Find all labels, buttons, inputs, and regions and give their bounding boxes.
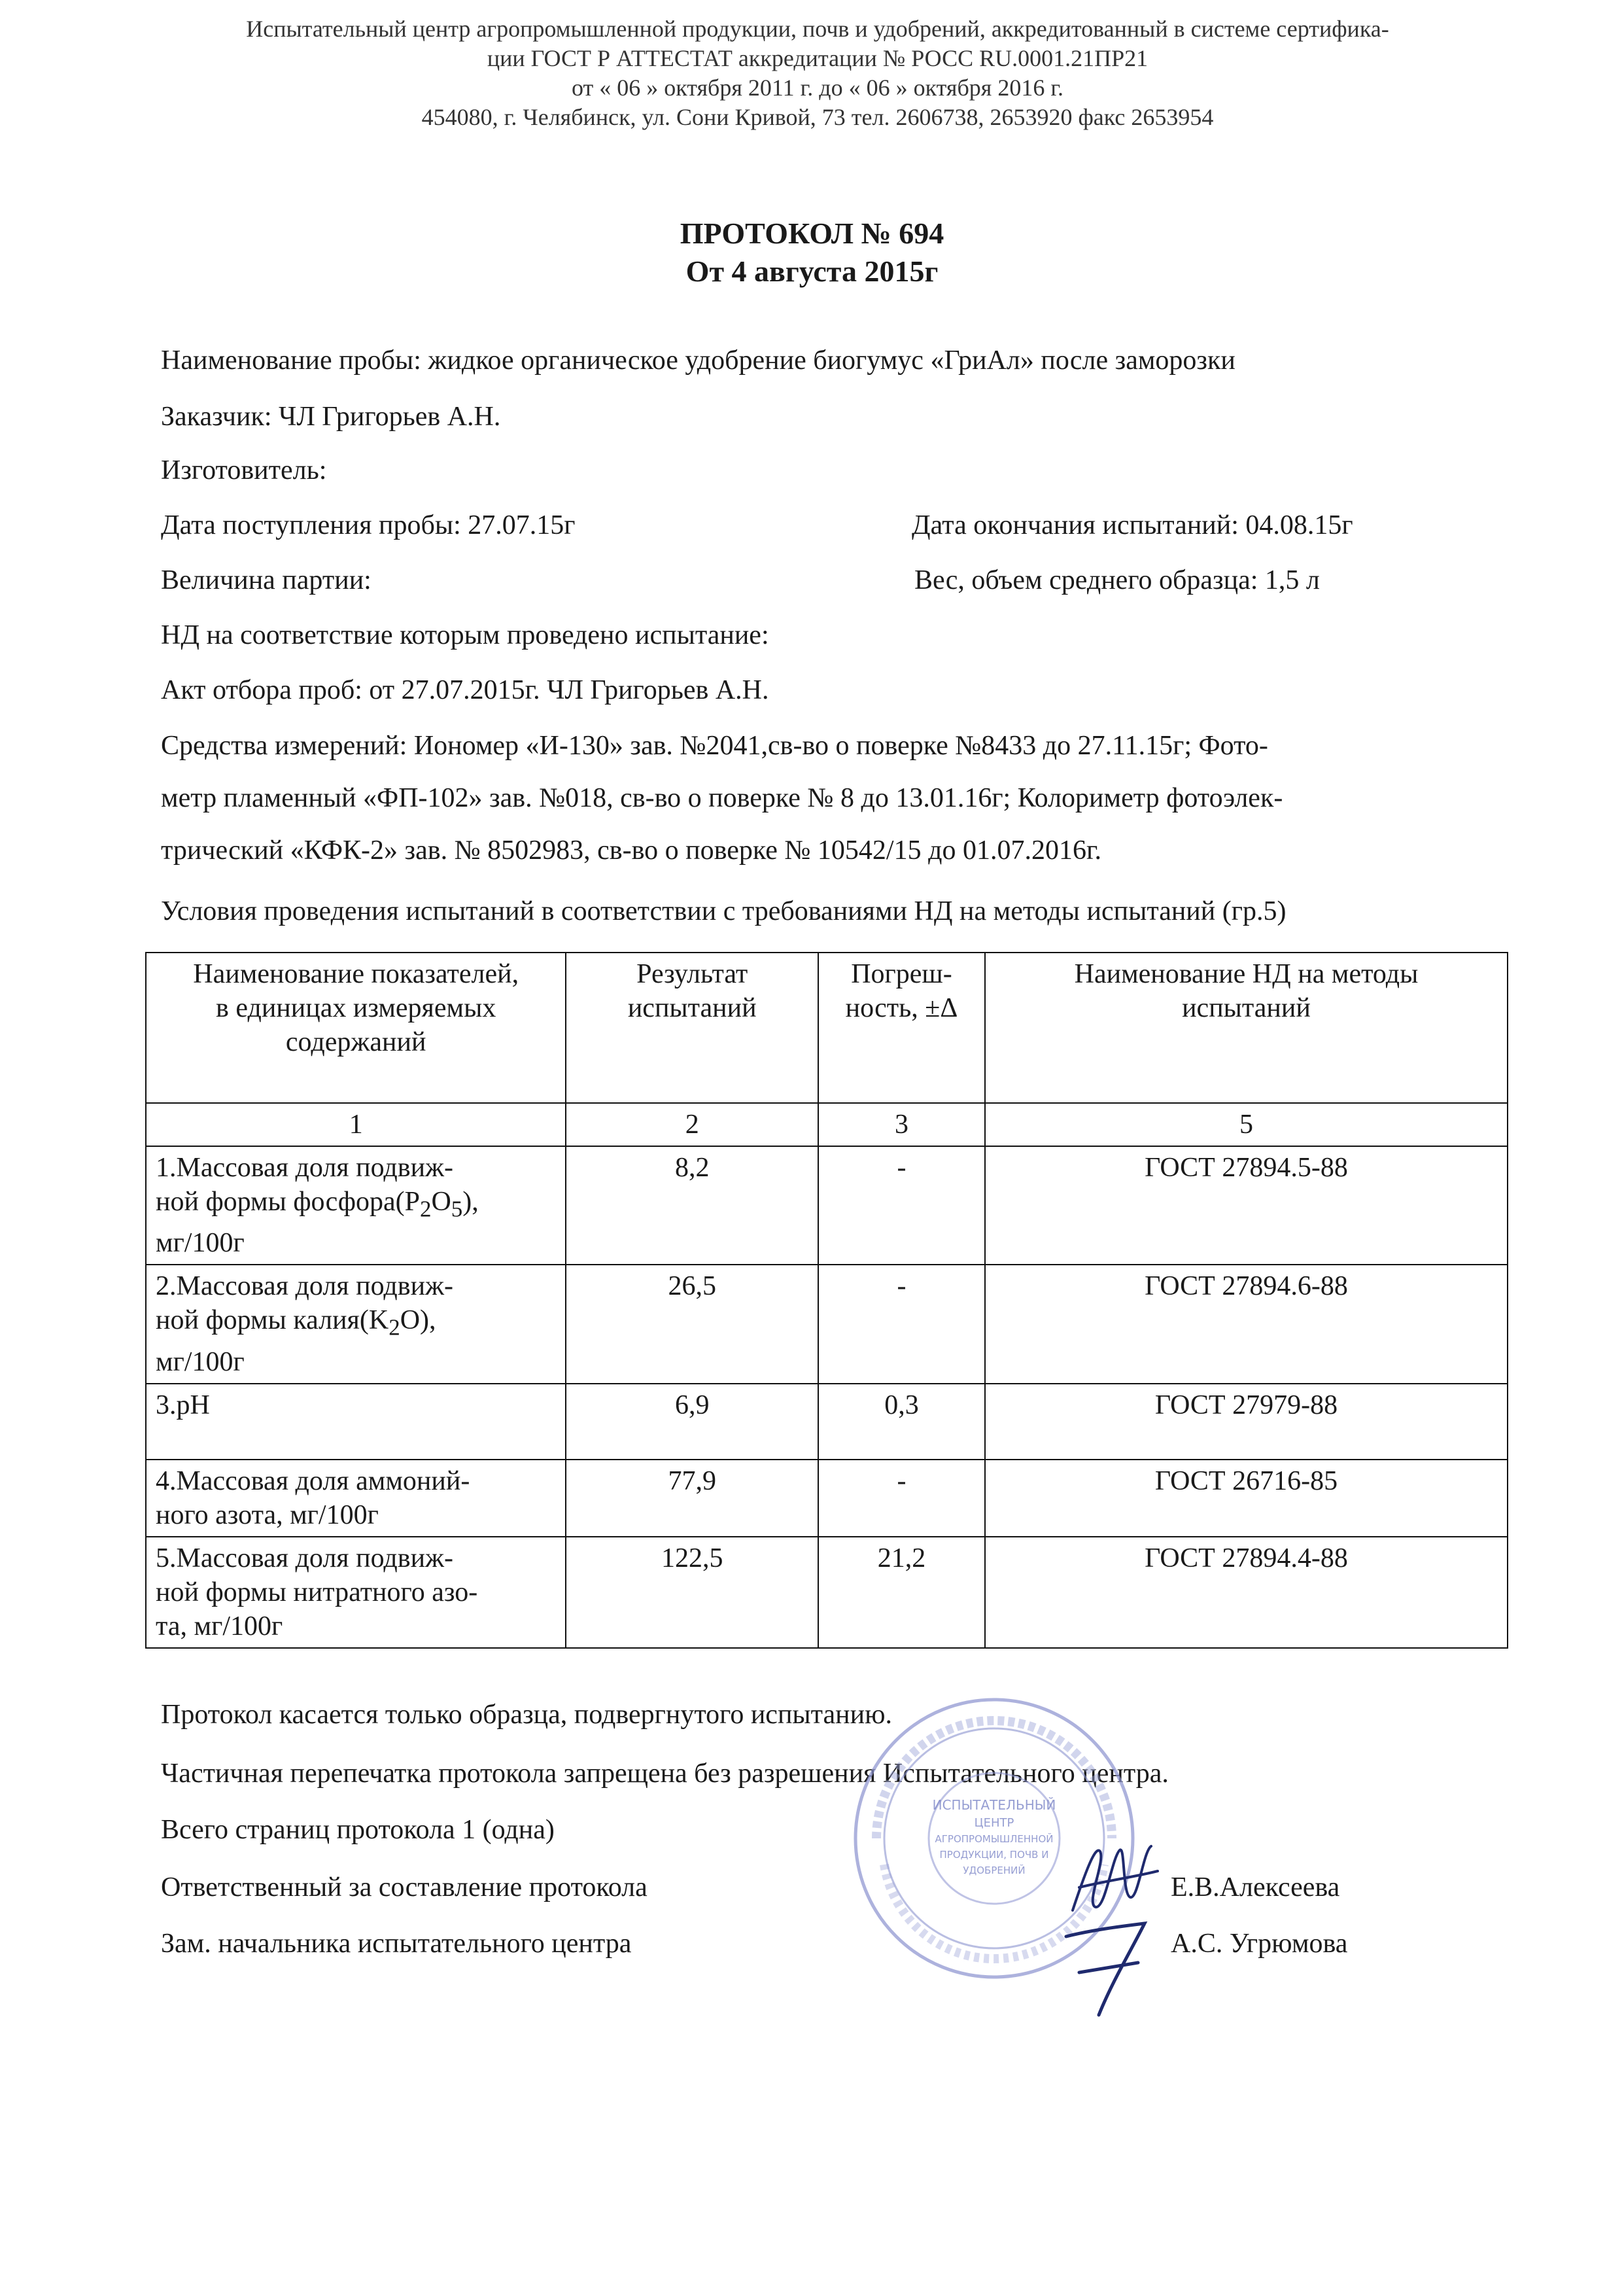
note-reprint-prohibited: Частичная перепечатка протокола запрещена без разрешения Испытательного центра.	[161, 1759, 1169, 1789]
row-indicator	[146, 1460, 566, 1537]
row-indicator-text: ной формы калия(K	[156, 1305, 389, 1336]
row-method: ГОСТ 27894.5-88	[985, 1146, 1508, 1265]
column-number-row	[146, 1103, 1508, 1146]
customer: Заказчик: ЧЛ Григорьев А.Н.	[161, 402, 501, 432]
header-result-line-2: испытаний	[627, 993, 757, 1023]
row-indicator-line: мг/100г	[156, 1228, 245, 1259]
responsible-name: Е.В.Алексеева	[1171, 1872, 1340, 1902]
instruments-paragraph	[161, 720, 1495, 877]
end-date: Дата окончания испытаний: 04.08.15г	[912, 510, 1353, 540]
subscript: 5	[451, 1196, 463, 1222]
instruments-line-1: Средства измерений: Иономер «И-130» зав. №2041,св-во о поверке №8433 до 27.11.15г; Фото-	[161, 731, 1268, 761]
sampling-act: Акт отбора проб: от 27.07.2015г. ЧЛ Григорьев А.Н.	[161, 675, 769, 705]
stamp-text: АГРОПРОМЫШЛЕННОЙ	[935, 1833, 1054, 1845]
row-indicator	[146, 1537, 566, 1648]
note-sample-only: Протокол касается только образца, подвергнутого испытанию.	[161, 1700, 892, 1730]
row-indicator-line: 1.Массовая доля подвиж-	[156, 1153, 454, 1183]
row-indicator-line: 2.Массовая доля подвиж-	[156, 1271, 454, 1302]
column-number: 2	[566, 1103, 818, 1146]
header-line-3: от « 06 » октября 2011 г. до « 06 » октября 2016 г.	[571, 75, 1064, 101]
deputy-name: А.С. Угрюмова	[1171, 1929, 1348, 1959]
sample-weight: Вес, объем среднего образца: 1,5 л	[914, 565, 1320, 595]
protocol-title	[0, 215, 1624, 290]
header-method-line-2: испытаний	[1182, 993, 1311, 1023]
header-line-2: ции ГОСТ Р АТТЕСТАТ аккредитации № РОСС RU.0001.21ПР21	[487, 45, 1149, 71]
row-result: 6,9	[566, 1384, 818, 1460]
total-pages: Всего страниц протокола 1 (одна)	[161, 1815, 555, 1845]
stamp-text: ЦЕНТР	[974, 1816, 1014, 1830]
subscript: 2	[419, 1196, 432, 1222]
header-method-line-1: Наименование НД на методы	[1074, 959, 1419, 989]
column-number: 3	[818, 1103, 985, 1146]
row-result: 77,9	[566, 1460, 818, 1537]
header-line-1: Испытательный центр агропромышленной продукции, почв и удобрений, аккредитованный в системе сертифика-	[246, 16, 1389, 42]
responsible-label: Ответственный за составление протокола	[161, 1872, 648, 1902]
row-indicator-line: 5.Массовая доля подвиж-	[156, 1543, 454, 1573]
stamp-text: УДОБРЕНИЙ	[963, 1865, 1026, 1876]
header-error-line-2: ность, ±Δ	[845, 993, 958, 1023]
signature-ugryumova	[1060, 1910, 1158, 2022]
row-indicator-line: мг/100г	[156, 1346, 245, 1377]
table-row	[146, 1460, 1508, 1537]
sample-name: Наименование пробы: жидкое органическое удобрение биогумус «ГриАл» после заморозки	[161, 345, 1235, 376]
row-indicator	[146, 1265, 566, 1383]
subscript: 2	[389, 1314, 400, 1340]
row-result: 26,5	[566, 1265, 818, 1383]
nd-compliance: НД на соответствие которым проведено испытание:	[161, 620, 769, 650]
row-indicator-text: O),	[400, 1305, 436, 1336]
conditions: Условия проведения испытаний в соответствии с требованиями НД на методы испытаний (гр.5)	[161, 896, 1287, 926]
row-method: ГОСТ 27894.4-88	[985, 1537, 1508, 1648]
row-indicator	[146, 1146, 566, 1265]
header-indicator-line-3: содержаний	[285, 1027, 426, 1057]
header-line-4: 454080, г. Челябинск, ул. Сони Кривой, 73 тел. 2606738, 2653920 факс 2653954	[421, 104, 1214, 130]
stamp-text: ПРОДУКЦИИ, ПОЧВ И	[939, 1849, 1049, 1861]
row-indicator-text: O	[431, 1187, 451, 1217]
row-indicator-text: ной формы фосфора(P	[156, 1187, 420, 1217]
deputy-label: Зам. начальника испытательного центра	[161, 1929, 632, 1959]
row-error: -	[818, 1265, 985, 1383]
table-row	[146, 1537, 1508, 1648]
row-method: ГОСТ 26716-85	[985, 1460, 1508, 1537]
column-number: 1	[146, 1103, 566, 1146]
stamp-text: ИСПЫТАТЕЛЬНЫЙ	[932, 1797, 1056, 1813]
row-error: 0,3	[818, 1384, 985, 1460]
header-indicator-line-2: в единицах измеряемых	[216, 993, 496, 1023]
table-row	[146, 1384, 1508, 1460]
protocol-date: От 4 августа 2015г	[685, 254, 939, 288]
row-indicator-text: ),	[462, 1187, 479, 1217]
header-block	[98, 14, 1537, 132]
batch-size: Величина партии:	[161, 565, 371, 595]
header-error-line-1: Погреш-	[851, 959, 952, 989]
protocol-number: ПРОТОКОЛ № 694	[680, 217, 944, 250]
receipt-date: Дата поступления пробы: 27.07.15г	[161, 510, 576, 540]
row-result: 122,5	[566, 1537, 818, 1648]
header-result-line-1: Результат	[636, 959, 748, 989]
instruments-line-2: метр пламенный «ФП-102» зав. №018, св-во о поверке № 8 до 13.01.16г; Колориметр фотоэлек-	[161, 783, 1283, 813]
table-row	[146, 1146, 1508, 1265]
header-error	[818, 953, 985, 1103]
header-method	[985, 953, 1508, 1103]
header-indicator-line-1: Наименование показателей,	[193, 959, 519, 989]
row-method: ГОСТ 27979-88	[985, 1384, 1508, 1460]
row-error: -	[818, 1146, 985, 1265]
row-indicator-line: ной формы нитратного азо-	[156, 1577, 478, 1607]
row-error: -	[818, 1460, 985, 1537]
row-indicator-line	[156, 1185, 556, 1226]
header-result	[566, 953, 818, 1103]
instruments-line-3: трический «КФК-2» зав. № 8502983, св-во о поверке № 10542/15 до 01.07.2016г.	[161, 835, 1101, 866]
results-table	[145, 952, 1508, 1649]
row-indicator-line: та, мг/100г	[156, 1611, 283, 1641]
row-method: ГОСТ 27894.6-88	[985, 1265, 1508, 1383]
row-indicator-line: ного азота, мг/100г	[156, 1499, 379, 1530]
table-header-row	[146, 953, 1508, 1103]
row-indicator-line: 3.pH	[156, 1390, 210, 1420]
row-result: 8,2	[566, 1146, 818, 1265]
row-error: 21,2	[818, 1537, 985, 1648]
row-indicator-line: 4.Массовая доля аммоний-	[156, 1465, 470, 1496]
row-indicator	[146, 1384, 566, 1460]
column-number: 5	[985, 1103, 1508, 1146]
table-row	[146, 1265, 1508, 1383]
row-indicator-line	[156, 1303, 556, 1344]
header-indicator	[146, 953, 566, 1103]
manufacturer: Изготовитель:	[161, 455, 327, 485]
